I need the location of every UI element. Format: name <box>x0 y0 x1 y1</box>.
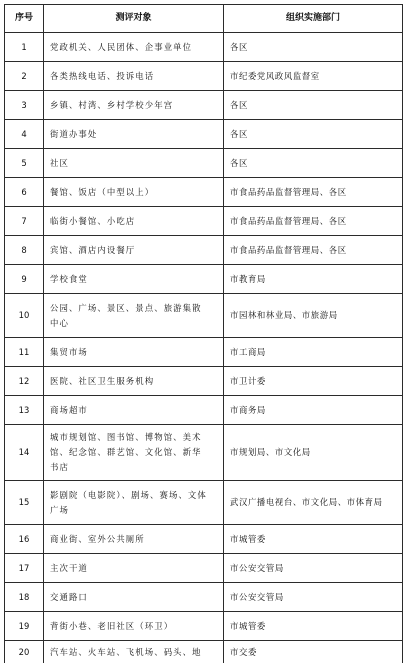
table-header-row <box>5 5 403 33</box>
row-number: 15 <box>5 481 44 525</box>
dept-cell: 市商务局 <box>224 396 403 425</box>
dept-cell: 市教育局 <box>224 265 403 294</box>
row-number: 7 <box>5 207 44 236</box>
target-text: 街道办事处 <box>50 128 98 139</box>
table-row <box>5 481 403 525</box>
target-text: 临街小餐馆、小吃店 <box>50 215 136 226</box>
row-number: 10 <box>5 294 44 338</box>
target-text: 宾馆、酒店内设餐厅 <box>50 244 136 255</box>
table-body <box>5 33 403 664</box>
target-text: 学校食堂 <box>50 273 88 284</box>
table-row <box>5 641 403 664</box>
target-cell <box>44 481 224 525</box>
target-cell <box>44 425 224 481</box>
target-text: 背街小巷、老旧社区（环卫） <box>50 620 174 631</box>
table-row <box>5 612 403 641</box>
target-cell <box>44 33 224 62</box>
target-text: 汽车站、火车站、飞机场、码头、地 <box>50 646 202 657</box>
dept-cell: 市纪委党风政风监督室 <box>224 62 403 91</box>
row-number: 13 <box>5 396 44 425</box>
target-cell <box>44 62 224 91</box>
target-cell <box>44 641 224 664</box>
dept-cell: 市公安交管局 <box>224 583 403 612</box>
target-text: 广场 <box>50 504 69 515</box>
target-text: 党政机关、人民团体、企事业单位 <box>50 41 193 52</box>
target-text: 医院、社区卫生服务机构 <box>50 375 155 386</box>
row-number: 6 <box>5 178 44 207</box>
target-cell <box>44 149 224 178</box>
dept-cell: 各区 <box>224 149 403 178</box>
row-number: 11 <box>5 338 44 367</box>
target-cell <box>44 207 224 236</box>
target-cell <box>44 236 224 265</box>
target-text: 社区 <box>50 157 69 168</box>
row-number: 19 <box>5 612 44 641</box>
target-cell <box>44 120 224 149</box>
table-row <box>5 583 403 612</box>
row-number: 3 <box>5 91 44 120</box>
dept-cell: 武汉广播电视台、市文化局、市体育局 <box>224 481 403 525</box>
target-cell <box>44 612 224 641</box>
table-row <box>5 425 403 481</box>
target-cell <box>44 338 224 367</box>
dept-cell: 市园林和林业局、市旅游局 <box>224 294 403 338</box>
table-row <box>5 554 403 583</box>
target-cell <box>44 525 224 554</box>
header-dept: 组织实施部门 <box>224 5 403 33</box>
dept-cell: 市食品药品监督管理局、各区 <box>224 236 403 265</box>
table-row <box>5 149 403 178</box>
dept-cell: 市城管委 <box>224 525 403 554</box>
target-text: 商场超市 <box>50 404 88 415</box>
dept-cell: 各区 <box>224 120 403 149</box>
table-row <box>5 525 403 554</box>
dept-cell: 市公安交管局 <box>224 554 403 583</box>
dept-cell: 市卫计委 <box>224 367 403 396</box>
target-text: 交通路口 <box>50 591 88 602</box>
table-row <box>5 120 403 149</box>
row-number: 4 <box>5 120 44 149</box>
dept-cell: 市交委 <box>224 641 403 664</box>
target-text: 城市规划馆、图书馆、博物馆、美术 <box>50 432 202 442</box>
table-row <box>5 33 403 62</box>
dept-cell: 市工商局 <box>224 338 403 367</box>
evaluation-table <box>4 4 403 663</box>
row-number: 8 <box>5 236 44 265</box>
target-cell <box>44 583 224 612</box>
target-text: 中心 <box>50 317 69 328</box>
table-row <box>5 62 403 91</box>
table-row <box>5 91 403 120</box>
row-number: 17 <box>5 554 44 583</box>
table-row <box>5 265 403 294</box>
dept-cell: 各区 <box>224 33 403 62</box>
target-cell <box>44 91 224 120</box>
dept-cell: 各区 <box>224 91 403 120</box>
table-row <box>5 294 403 338</box>
table-row <box>5 396 403 425</box>
target-text: 影剧院（电影院）、剧场、赛场、文体 <box>50 489 207 500</box>
target-text: 公园、广场、景区、景点、旅游集散 <box>50 302 202 313</box>
target-cell <box>44 265 224 294</box>
table-row <box>5 207 403 236</box>
target-text: 主次干道 <box>50 562 88 573</box>
row-number: 5 <box>5 149 44 178</box>
target-text: 乡镇、村湾、乡村学校少年宫 <box>50 99 174 110</box>
target-text: 餐馆、饭店（中型以上） <box>50 186 155 197</box>
header-target: 测评对象 <box>44 5 224 33</box>
row-number: 16 <box>5 525 44 554</box>
row-number: 12 <box>5 367 44 396</box>
row-number: 1 <box>5 33 44 62</box>
target-cell <box>44 178 224 207</box>
row-number: 9 <box>5 265 44 294</box>
dept-cell: 市城管委 <box>224 612 403 641</box>
target-text: 各类热线电话、投诉电话 <box>50 70 155 81</box>
target-text: 集贸市场 <box>50 346 88 357</box>
dept-cell: 市规划局、市文化局 <box>224 425 403 481</box>
row-number: 14 <box>5 425 44 481</box>
target-text: 商业街、室外公共厕所 <box>50 533 145 544</box>
row-number: 20 <box>5 641 44 664</box>
table-row <box>5 178 403 207</box>
row-number: 2 <box>5 62 44 91</box>
table-row <box>5 367 403 396</box>
row-number: 18 <box>5 583 44 612</box>
table-row <box>5 338 403 367</box>
target-cell <box>44 367 224 396</box>
target-text: 馆、纪念馆、群艺馆、文化馆、新华 <box>50 447 202 457</box>
table-row <box>5 236 403 265</box>
target-cell <box>44 396 224 425</box>
target-text: 书店 <box>50 462 69 472</box>
header-no: 序号 <box>5 5 44 33</box>
dept-cell: 市食品药品监督管理局、各区 <box>224 178 403 207</box>
target-cell <box>44 294 224 338</box>
target-cell <box>44 554 224 583</box>
dept-cell: 市食品药品监督管理局、各区 <box>224 207 403 236</box>
